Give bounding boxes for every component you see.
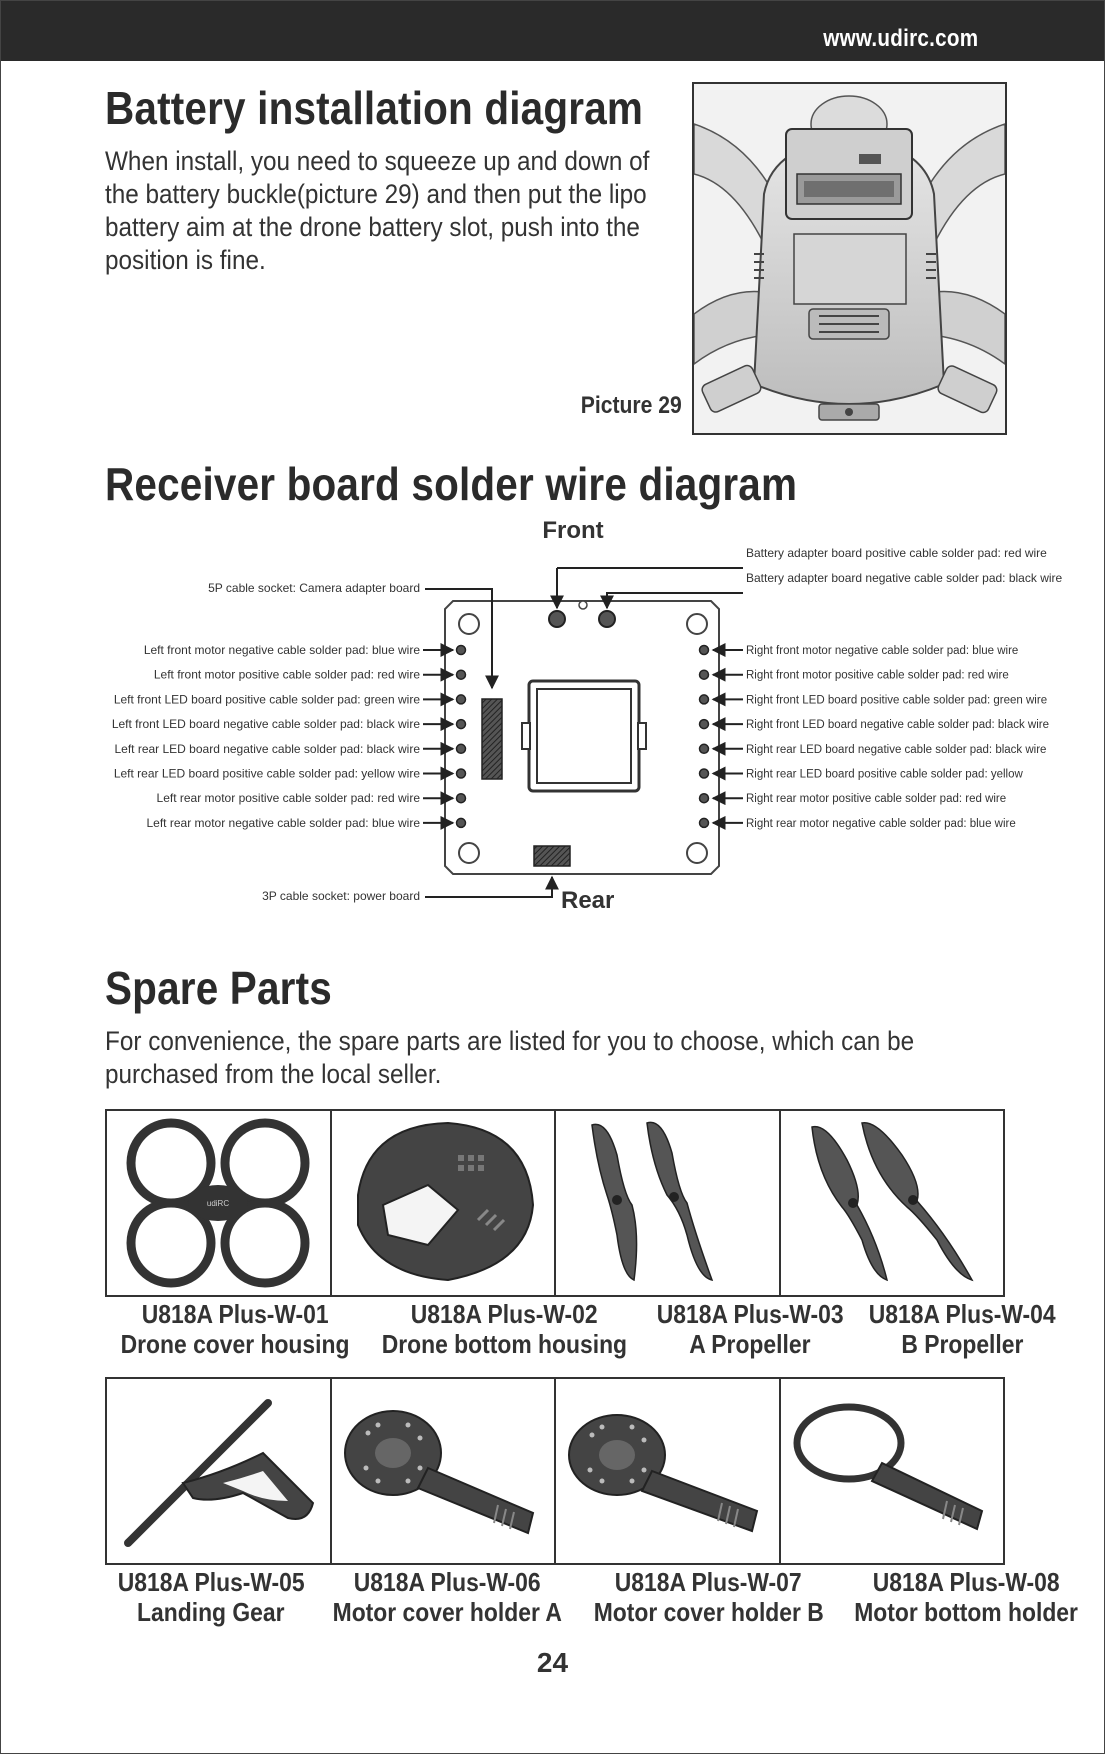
right-pad-label: Right rear LED board negative cable solder pad: black wire: [746, 743, 1047, 756]
part-caption-w05: U818A Plus-W-05 Landing Gear: [117, 1567, 305, 1627]
b-propeller-image: [787, 1115, 997, 1291]
a-propeller-image: [562, 1115, 772, 1291]
part-caption-w06: U818A Plus-W-06 Motor cover holder A: [332, 1567, 563, 1627]
part-image-w08: [781, 1379, 1004, 1563]
right-pad-label: Right front motor positive cable solder pad: red wire: [746, 669, 1009, 682]
left-solder-pad: [457, 670, 466, 679]
left-solder-pad: [457, 744, 466, 753]
parts-captions-row-2: [105, 1567, 1079, 1627]
parts-row-1: [105, 1109, 1005, 1297]
socket-5p: [482, 699, 502, 779]
left-solder-pad: [457, 646, 466, 655]
part-image-w07: [556, 1379, 781, 1563]
left-solder-pad: [457, 769, 466, 778]
landing-gear-image: [113, 1383, 323, 1559]
spare-parts-title: Spare Parts: [105, 962, 332, 1014]
motor-cover-holder-b-image: [562, 1383, 772, 1559]
part-caption-w04: U818A Plus-W-04 B Propeller: [868, 1299, 1056, 1359]
left-pad-label: Left front LED board negative cable solder pad: black wire: [111, 717, 420, 732]
page-number: 24: [536, 1647, 569, 1678]
part-image-w03: [556, 1111, 781, 1295]
left-pad-label: Left front LED board positive cable solder pad: green wire: [113, 692, 420, 707]
right-solder-pad: [700, 769, 709, 778]
battery-text-line: the battery buckle(picture 29) and then put the lipo: [105, 179, 647, 209]
right-solder-pad: [700, 818, 709, 827]
site-url[interactable]: www.udirc.com: [822, 25, 978, 52]
part-image-w05: [107, 1379, 332, 1563]
left-pad-column: [112, 643, 466, 830]
battery-positive-pad: [549, 611, 565, 627]
battery-positive-label: Battery adapter board positive cable solder pad: red wire: [746, 546, 1047, 560]
receiver-board-diagram: [1, 516, 1104, 916]
part-image-w01: [107, 1111, 332, 1295]
right-pad-label: Right front LED board negative cable solder pad: black wire: [746, 719, 1050, 732]
right-solder-pad: [700, 646, 709, 655]
left-pad-label: Left rear LED board negative cable solder pad: black wire: [114, 741, 420, 756]
battery-instructions: [105, 145, 649, 277]
left-pad-label: Left front motor negative cable solder pad: blue wire: [143, 643, 420, 657]
left-pad-label: Left rear LED board positive cable solder pad: yellow wire: [113, 766, 420, 781]
right-solder-pad: [700, 670, 709, 679]
drone-cover-housing-image: [113, 1115, 323, 1291]
right-solder-pad: [700, 695, 709, 704]
battery-negative-pad: [599, 611, 615, 627]
drone-bottom-housing-image: [338, 1115, 548, 1291]
motor-bottom-holder-image: [787, 1383, 997, 1559]
right-pad-column: [700, 645, 1050, 830]
left-solder-pad: [457, 720, 466, 729]
motor-cover-holder-a-image: [338, 1383, 548, 1559]
battery-text-line: When install, you need to squeeze up and down of: [105, 146, 650, 176]
part-caption-w03: U818A Plus-W-03 A Propeller: [656, 1299, 844, 1359]
left-solder-pad: [457, 794, 466, 803]
drone-battery-illustration: [694, 84, 1005, 433]
receiver-section-title: Receiver board solder wire diagram: [105, 458, 798, 510]
socket-3p: [534, 846, 570, 866]
part-caption-w07: U818A Plus-W-07 Motor cover holder B: [593, 1567, 824, 1627]
part-caption-w01: U818A Plus-W-01 Drone cover housing: [120, 1299, 350, 1359]
spare-text-line: For convenience, the spare parts are listed for you to choose, which can be: [105, 1026, 915, 1056]
front-label: Front: [542, 517, 604, 544]
right-pad-label: Right rear LED board positive cable solder pad: yellow: [746, 768, 1023, 781]
rear-label: Rear: [561, 887, 615, 914]
right-solder-pad: [700, 744, 709, 753]
part-image-w06: [332, 1379, 557, 1563]
parts-row-2: [105, 1377, 1005, 1565]
right-pad-label: Right rear motor positive cable solder pad: red wire: [746, 793, 1007, 806]
part-caption-w02: U818A Plus-W-02 Drone bottom housing: [381, 1299, 628, 1359]
right-pad-label: Right rear motor negative cable solder pad: blue wire: [746, 817, 1016, 830]
left-pad-label: Left rear motor positive cable solder pad: red wire: [156, 791, 420, 806]
battery-text-line: position is fine.: [105, 245, 266, 275]
left-pad-label: Left front motor positive cable solder pad: red wire: [153, 667, 420, 682]
part-image-w04: [781, 1111, 1004, 1295]
right-pad-label: Right front motor negative cable solder pad: blue wire: [746, 645, 1019, 657]
battery-section-title: Battery installation diagram: [105, 82, 644, 134]
battery-negative-label: Battery adapter board negative cable solder pad: black wire: [746, 571, 1063, 585]
left-solder-pad: [457, 695, 466, 704]
spare-text-line: purchased from the local seller.: [105, 1059, 442, 1089]
spare-parts-intro: [105, 1025, 914, 1091]
left-solder-pad: [457, 818, 466, 827]
right-solder-pad: [700, 794, 709, 803]
part-caption-w08: U818A Plus-W-08 Motor bottom holder: [854, 1567, 1079, 1627]
socket-3p-label: 3P cable socket: power board: [262, 889, 420, 903]
battery-text-line: battery aim at the drone battery slot, push into the: [105, 212, 640, 242]
right-solder-pad: [700, 720, 709, 729]
parts-captions-row-1: [105, 1299, 1056, 1359]
part-image-w02: [332, 1111, 557, 1295]
svg-text:udiRC: udiRC: [207, 1199, 230, 1208]
right-pad-label: Right front LED board positive cable solder pad: green wire: [746, 694, 1048, 707]
left-pad-label: Left rear motor negative cable solder pad: blue wire: [146, 815, 420, 830]
battery-photo: [692, 82, 1007, 435]
socket-5p-label: 5P cable socket: Camera adapter board: [208, 581, 420, 595]
picture-caption: Picture 29: [581, 392, 682, 419]
header-bar: [1, 1, 1104, 61]
